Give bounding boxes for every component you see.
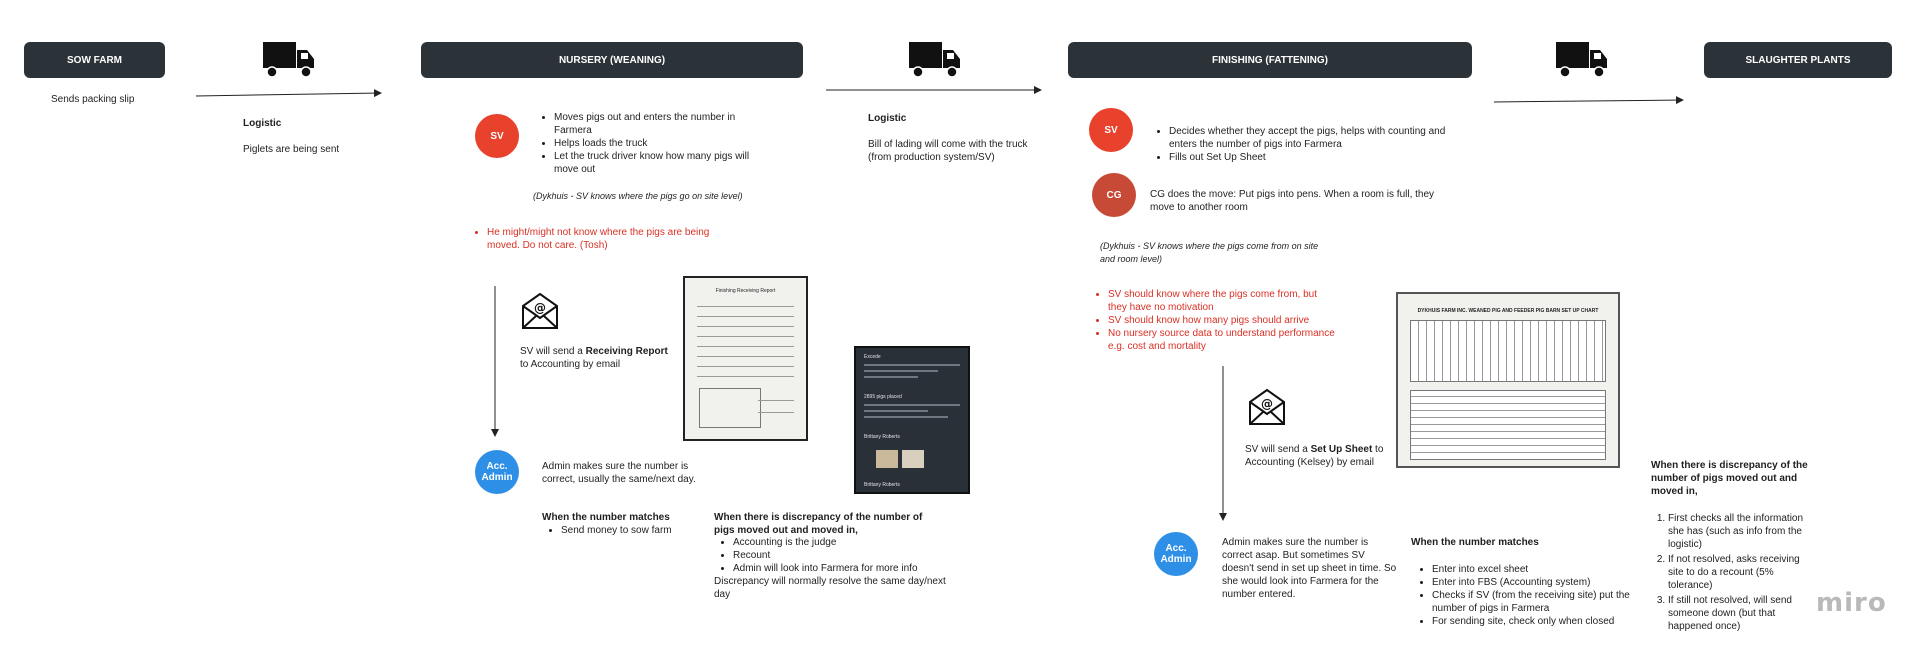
list-item: • Fills out Set Up Sheet — [1169, 151, 1447, 164]
list-item: 3. If still not resolved, will send someone down (but that happened once) — [1668, 594, 1808, 633]
finishing-sv-tasks — [1157, 125, 1447, 164]
list-item: • Enter into FBS (Accounting system) — [1432, 576, 1630, 589]
nursery-red-notes — [475, 226, 715, 252]
nursery-discrepancy-list — [721, 536, 941, 575]
sv-avatar: SV — [475, 114, 519, 158]
logistic-title: Logistic — [868, 113, 907, 124]
finishing-dykhuis-note: (Dykhuis - SV knows where the pigs come from on site and room level) — [1100, 241, 1319, 264]
list-item: • Recount — [733, 549, 941, 562]
finishing-match-list — [1420, 563, 1630, 628]
phone-item: Excede — [864, 354, 881, 360]
svg-text:@: @ — [534, 301, 546, 315]
sow-farm-note: Sends packing slip — [51, 94, 135, 105]
miro-logo: miro — [1816, 588, 1887, 618]
sheet-title: DYKHUIS FARM INC. WEANED PIG AND FEEDER PIG BARN SET UP CHART — [1417, 308, 1599, 314]
finishing-admin-text: Admin makes sure the number is correct asap. But sometimes SV doesn't send in set up sheet in time. So she would look into Farmera for the number entered. — [1222, 537, 1397, 600]
list-item: • Moves pigs out and enters the number in Farmera — [554, 111, 752, 137]
logistic-title: Logistic — [243, 118, 282, 129]
list-item: • Accounting is the judge — [733, 536, 941, 549]
sv-avatar: SV — [1089, 108, 1133, 152]
list-item: • Helps loads the truck — [554, 137, 752, 150]
finishing-cg-text: CG does the move: Put pigs into pens. When a room is full, they move to another room — [1150, 189, 1435, 213]
svg-text:@: @ — [1261, 397, 1273, 411]
slaughter-discrepancy-title: When there is discrepancy of the number of pigs moved out and moved in, — [1651, 460, 1808, 497]
stage-header-finishing: FINISHING (FATTENING) — [1068, 42, 1472, 78]
slaughter-steps — [1650, 512, 1808, 633]
finishing-email-text: SV will send a Set Up Sheet to Accounting (Kelsey) by email — [1245, 444, 1384, 468]
list-item: • He might/might not know where the pigs are being moved. Do not care. (Tosh) — [487, 226, 715, 252]
list-item: • SV should know how many pigs should arrive — [1108, 314, 1336, 327]
nursery-discrepancy-footer: Discrepancy will normally resolve the same day/next day — [714, 576, 946, 600]
list-item: • Let the truck driver know how many pigs will move out — [554, 150, 752, 176]
accounting-admin-avatar: Acc. Admin — [1154, 532, 1198, 576]
phone-item: 2895 pigs placed — [864, 394, 902, 400]
stage-header-nursery: NURSERY (WEANING) — [421, 42, 803, 78]
list-item: • Admin will look into Farmera for more info — [733, 562, 941, 575]
list-item: • No nursery source data to understand performance e.g. cost and mortality — [1108, 327, 1336, 353]
arrow-finishing-to-slaughter — [1494, 100, 1683, 102]
list-item: • Enter into excel sheet — [1432, 563, 1630, 576]
list-item: • SV should know where the pigs come from, but they have no motivation — [1108, 288, 1336, 314]
stage-header-slaughter: SLAUGHTER PLANTS — [1704, 42, 1892, 78]
nursery-discrepancy-title: When there is discrepancy of the number of pigs moved out and moved in, — [714, 512, 923, 536]
setup-sheet-photo — [1396, 292, 1620, 468]
accounting-admin-avatar: Acc. Admin — [475, 450, 519, 494]
truck-icon — [263, 42, 314, 77]
farmera-phone-screenshot — [854, 346, 970, 494]
list-item: • For sending site, check only when closed — [1432, 615, 1630, 628]
list-item: 1. First checks all the information she has (such as info from the logistic) — [1668, 512, 1808, 551]
nursery-admin-text: Admin makes sure the number is correct, usually the same/next day. — [542, 461, 696, 485]
list-item: • Decides whether they accept the pigs, helps with counting and enters the number of pigs into Farmera — [1169, 125, 1447, 151]
stage-header-sow-farm: SOW FARM — [24, 42, 165, 78]
nursery-dykhuis-note: (Dykhuis - SV knows where the pigs go on site level) — [533, 191, 743, 201]
phone-item: Brittany Roberts — [864, 482, 900, 488]
nursery-match-list — [549, 524, 689, 537]
phone-item: Brittany Roberts — [864, 434, 900, 440]
report-title: Finishing Receiving Report — [715, 288, 776, 294]
list-item: 2. If not resolved, asks receiving site to do a recount (5% tolerance) — [1668, 553, 1808, 592]
finishing-red-notes — [1096, 288, 1336, 353]
cg-avatar: CG — [1092, 173, 1136, 217]
list-item: • Checks if SV (from the receiving site) put the number of pigs in Farmera — [1432, 589, 1630, 615]
list-item: • Send money to sow farm — [561, 524, 689, 537]
truck-icon — [909, 42, 960, 77]
email-icon — [523, 294, 557, 328]
nursery-sv-tasks — [542, 111, 752, 176]
logistic-text: Piglets are being sent — [243, 144, 340, 155]
logistic-text: Bill of lading will come with the truck (from production system/SV) — [868, 139, 1028, 163]
nursery-match-title: When the number matches — [542, 512, 670, 523]
email-icon — [1250, 390, 1284, 424]
receiving-report-photo — [683, 276, 808, 441]
arrow-sow-to-nursery — [196, 93, 381, 96]
finishing-match-title: When the number matches — [1411, 537, 1539, 548]
truck-icon — [1556, 42, 1607, 77]
nursery-email-text: SV will send a Receiving Report to Accounting by email — [520, 346, 668, 370]
